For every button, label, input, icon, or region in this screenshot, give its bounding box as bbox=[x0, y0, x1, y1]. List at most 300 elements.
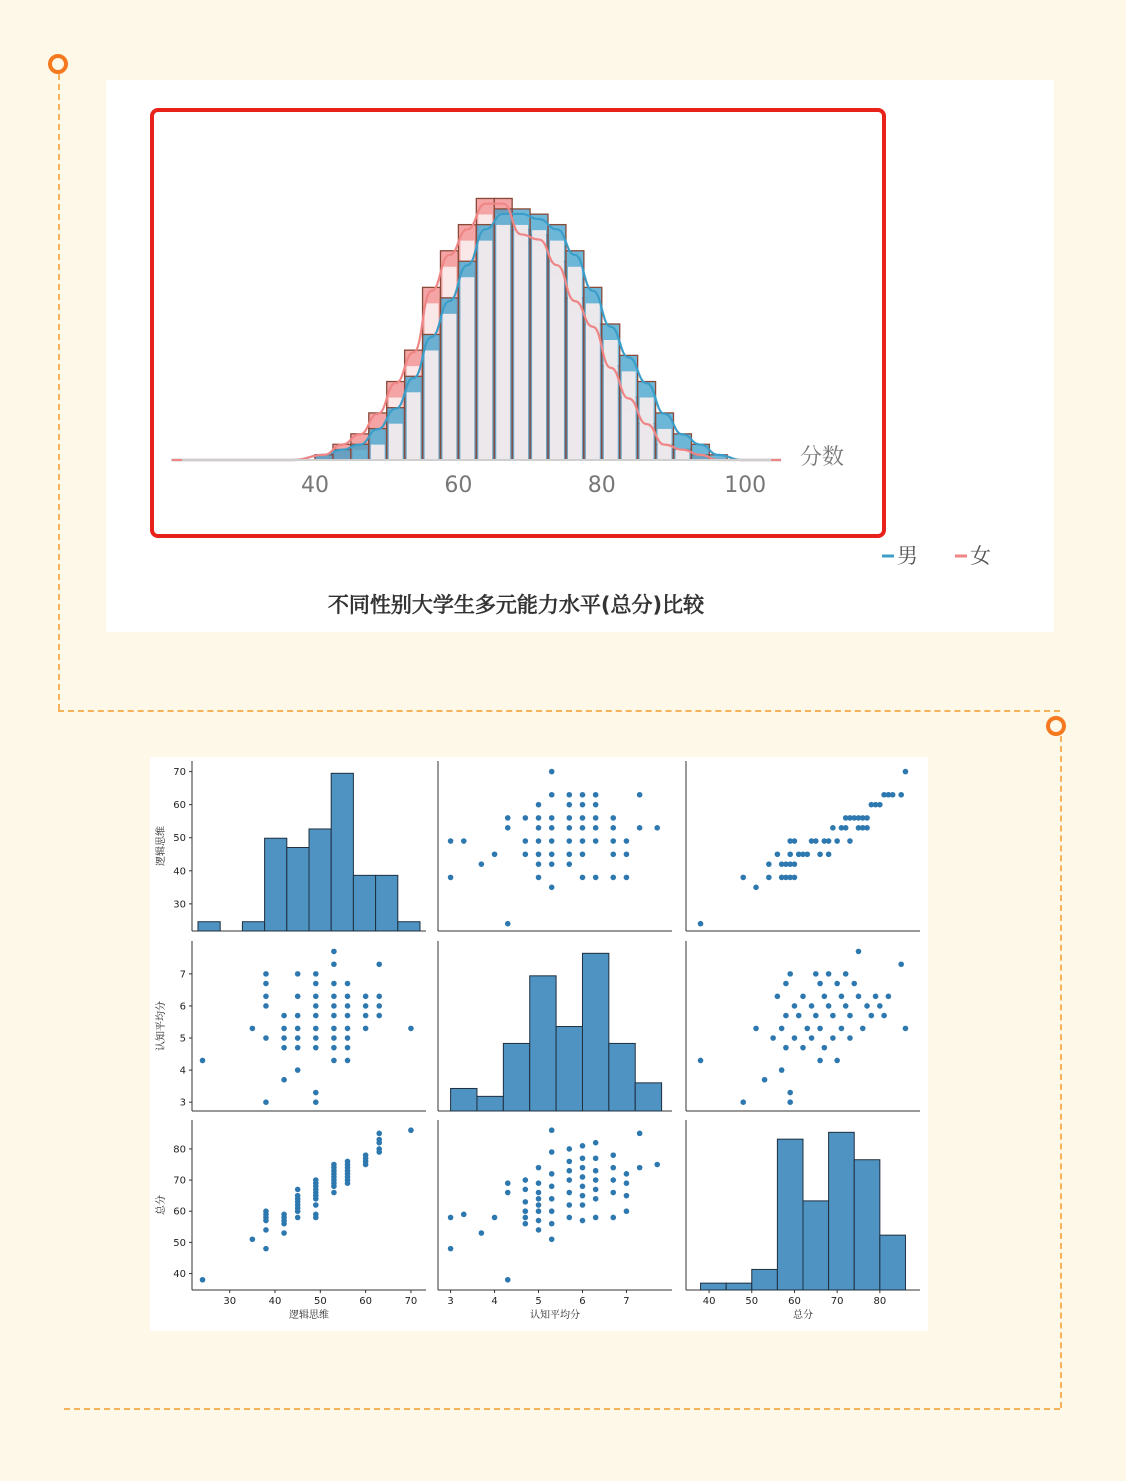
x-tick-label: 3 bbox=[447, 1296, 454, 1307]
scatter-point bbox=[770, 1035, 776, 1041]
scatter-point bbox=[363, 1003, 369, 1009]
legend-female-label: 女 bbox=[970, 544, 991, 568]
scatter-point bbox=[523, 815, 529, 821]
scatter-point bbox=[856, 994, 862, 1000]
y-tick-label: 3 bbox=[179, 1097, 186, 1109]
x-tick-label: 60 bbox=[359, 1296, 372, 1307]
scatter-point bbox=[331, 1026, 337, 1032]
scatter-point bbox=[549, 1221, 555, 1227]
scatter-point bbox=[295, 1026, 301, 1032]
scatter-point bbox=[610, 1190, 616, 1196]
scatter-point bbox=[792, 1003, 798, 1009]
scatter-point bbox=[860, 1026, 866, 1032]
scatter-point bbox=[610, 1177, 616, 1183]
panel-background bbox=[192, 941, 426, 1111]
scatter-point bbox=[505, 1180, 511, 1186]
pairplot-panel-0-0 bbox=[154, 761, 426, 931]
histogram-bar-fill-男 bbox=[478, 241, 492, 460]
x-tick-label: 80 bbox=[587, 473, 616, 498]
scatter-point bbox=[492, 1215, 498, 1221]
pairplot-hist-bar bbox=[609, 1043, 635, 1111]
scatter-point bbox=[536, 851, 542, 857]
histogram-bar-fill-男 bbox=[622, 371, 636, 460]
scatter-point bbox=[873, 994, 879, 1000]
scatter-point bbox=[624, 1171, 630, 1177]
scatter-point bbox=[593, 802, 599, 808]
scatter-point bbox=[580, 1155, 586, 1161]
scatter-point bbox=[843, 825, 849, 831]
histogram-bar-fill-男 bbox=[389, 424, 403, 460]
scatter-point bbox=[331, 961, 337, 967]
scatter-point bbox=[536, 861, 542, 867]
scatter-point bbox=[593, 825, 599, 831]
scatter-point bbox=[313, 1099, 319, 1105]
scatter-point bbox=[536, 1218, 542, 1224]
scatter-point bbox=[593, 1140, 599, 1146]
ring-marker-top bbox=[48, 54, 68, 74]
scatter-point bbox=[826, 1003, 832, 1009]
x-tick-label: 80 bbox=[873, 1296, 887, 1307]
histogram-bar-fill-男 bbox=[532, 230, 546, 460]
histogram-bar-fill-男 bbox=[371, 445, 385, 460]
x-tick-label: 60 bbox=[788, 1296, 801, 1307]
scatter-point bbox=[566, 815, 572, 821]
scatter-point bbox=[580, 1143, 586, 1149]
scatter-point bbox=[766, 861, 772, 867]
scatter-point bbox=[536, 1208, 542, 1214]
scatter-point bbox=[263, 981, 269, 987]
scatter-point bbox=[331, 1045, 337, 1051]
scatter-point bbox=[200, 1277, 206, 1283]
scatter-point bbox=[566, 1159, 572, 1165]
pairplot-hist-bar bbox=[829, 1132, 855, 1290]
scatter-point bbox=[624, 875, 630, 881]
scatter-point bbox=[593, 1215, 599, 1221]
scatter-point bbox=[523, 1187, 529, 1193]
pairplot-hist-bar bbox=[556, 1027, 582, 1111]
scatter-point bbox=[295, 1215, 301, 1221]
histogram-bar-fill-男 bbox=[604, 340, 618, 460]
scatter-point bbox=[295, 1045, 301, 1051]
scatter-point bbox=[610, 825, 616, 831]
scatter-point bbox=[822, 994, 828, 1000]
scatter-point bbox=[281, 1013, 287, 1019]
y-tick-label: 6 bbox=[179, 1001, 186, 1013]
scatter-point bbox=[834, 838, 840, 844]
scatter-point bbox=[787, 1099, 793, 1105]
pairplot-figure bbox=[150, 757, 928, 1331]
scatter-point bbox=[536, 875, 542, 881]
scatter-point bbox=[792, 1035, 798, 1041]
scatter-point bbox=[281, 1026, 287, 1032]
x-tick-labels bbox=[301, 473, 766, 498]
scatter-point bbox=[847, 1035, 853, 1041]
scatter-point bbox=[566, 1190, 572, 1196]
y-tick-label: 60 bbox=[173, 1206, 186, 1218]
y-axis-label: 认知平均分 bbox=[156, 1001, 167, 1051]
scatter-point bbox=[817, 1058, 823, 1064]
scatter-point bbox=[448, 1215, 454, 1221]
scatter-point bbox=[376, 1137, 382, 1143]
scatter-point bbox=[263, 1227, 269, 1233]
y-tick-label: 7 bbox=[179, 969, 186, 981]
pairplot-hist-bar bbox=[398, 922, 420, 931]
scatter-point bbox=[331, 1003, 337, 1009]
pairplot-hist-bar bbox=[309, 829, 331, 931]
scatter-point bbox=[479, 1230, 485, 1236]
pairplot-panel-1-1 bbox=[438, 941, 672, 1111]
scatter-point bbox=[536, 815, 542, 821]
scatter-point bbox=[593, 792, 599, 798]
scatter-point bbox=[566, 851, 572, 857]
scatter-point bbox=[753, 885, 759, 891]
scatter-point bbox=[345, 1058, 351, 1064]
scatter-point bbox=[796, 1013, 802, 1019]
x-axis-label: 分数 bbox=[800, 445, 845, 470]
scatter-point bbox=[817, 981, 823, 987]
scatter-point bbox=[580, 851, 586, 857]
scatter-point bbox=[864, 825, 870, 831]
pairplot-hist-bar bbox=[880, 1235, 906, 1290]
scatter-point bbox=[549, 1171, 555, 1177]
scatter-point bbox=[813, 971, 819, 977]
histogram-bar-fill-男 bbox=[514, 225, 528, 460]
x-tick-label: 70 bbox=[830, 1296, 844, 1307]
scatter-point bbox=[843, 971, 849, 977]
scatter-point bbox=[295, 1187, 301, 1193]
pairplot-hist-bar bbox=[777, 1139, 803, 1290]
scatter-point bbox=[313, 1013, 319, 1019]
pairplot-panel-2-2 bbox=[686, 1120, 920, 1321]
scatter-point bbox=[787, 971, 793, 977]
scatter-point bbox=[523, 851, 529, 857]
pairplot-hist-bar bbox=[287, 848, 309, 931]
scatter-point bbox=[847, 838, 853, 844]
scatter-point bbox=[295, 1193, 301, 1199]
x-tick-label: 30 bbox=[223, 1296, 237, 1307]
scatter-point bbox=[610, 1152, 616, 1158]
scatter-point bbox=[809, 1003, 815, 1009]
scatter-point bbox=[624, 838, 630, 844]
pairplot-panel-0-2 bbox=[686, 761, 920, 931]
scatter-point bbox=[792, 861, 798, 867]
scatter-point bbox=[566, 1215, 572, 1221]
scatter-point bbox=[783, 1045, 789, 1051]
scatter-point bbox=[363, 1152, 369, 1158]
pairplot-panel-0-1 bbox=[438, 761, 672, 931]
histogram-bar-fill-男 bbox=[425, 350, 439, 460]
scatter-point bbox=[783, 981, 789, 987]
scatter-point bbox=[698, 921, 704, 927]
legend-male-label: 男 bbox=[897, 544, 918, 568]
x-tick-label: 5 bbox=[535, 1296, 542, 1307]
scatter-point bbox=[313, 981, 319, 987]
y-tick-label: 70 bbox=[173, 767, 186, 779]
scatter-point bbox=[448, 1246, 454, 1252]
scatter-point bbox=[523, 1177, 529, 1183]
scatter-point bbox=[376, 994, 382, 1000]
scatter-point bbox=[549, 1149, 555, 1155]
scatter-point bbox=[281, 1077, 287, 1083]
figure-title: 不同性别大学生多元能力水平(总分)比较 bbox=[327, 593, 705, 617]
scatter-point bbox=[408, 1026, 414, 1032]
pairplot-hist-bar bbox=[803, 1201, 829, 1290]
scatter-point bbox=[830, 1013, 836, 1019]
scatter-point bbox=[654, 1162, 660, 1168]
y-tick-label: 40 bbox=[173, 1269, 186, 1281]
scatter-point bbox=[263, 994, 269, 1000]
scatter-point bbox=[263, 1003, 269, 1009]
scatter-point bbox=[549, 1208, 555, 1214]
scatter-point bbox=[536, 838, 542, 844]
x-tick-label: 40 bbox=[268, 1296, 282, 1307]
scatter-point bbox=[505, 1190, 511, 1196]
histogram-bar-fill-男 bbox=[496, 225, 510, 460]
scatter-point bbox=[549, 815, 555, 821]
scatter-point bbox=[549, 1236, 555, 1242]
x-tick-label: 6 bbox=[579, 1296, 586, 1307]
scatter-point bbox=[593, 1177, 599, 1183]
panel-background bbox=[438, 1120, 672, 1290]
scatter-point bbox=[869, 1013, 875, 1019]
x-axis-label: 总分 bbox=[793, 1310, 813, 1321]
gender-comparison-figure bbox=[106, 80, 1054, 632]
scatter-point bbox=[263, 1099, 269, 1105]
pairplot-hist-bar bbox=[635, 1083, 661, 1111]
scatter-point bbox=[200, 1058, 206, 1064]
scatter-point bbox=[566, 838, 572, 844]
scatter-point bbox=[549, 838, 555, 844]
scatter-point bbox=[313, 1177, 319, 1183]
y-tick-label: 80 bbox=[173, 1144, 186, 1156]
scatter-point bbox=[523, 1215, 529, 1221]
connector-line-middle bbox=[58, 710, 1060, 712]
scatter-point bbox=[847, 1013, 853, 1019]
pairplot-hist-bar bbox=[477, 1096, 503, 1111]
scatter-point bbox=[783, 1013, 789, 1019]
scatter-point bbox=[536, 1165, 542, 1171]
scatter-point bbox=[762, 1077, 768, 1083]
pairplot-hist-bar bbox=[353, 875, 375, 931]
scatter-point bbox=[461, 1212, 467, 1218]
scatter-point bbox=[830, 825, 836, 831]
scatter-point bbox=[886, 994, 892, 1000]
y-tick-label: 50 bbox=[173, 1237, 186, 1249]
scatter-point bbox=[787, 1090, 793, 1096]
scatter-point bbox=[345, 1003, 351, 1009]
scatter-point bbox=[536, 1227, 542, 1233]
scatter-point bbox=[593, 1155, 599, 1161]
scatter-point bbox=[817, 1026, 823, 1032]
scatter-point bbox=[313, 1035, 319, 1041]
scatter-point bbox=[898, 792, 904, 798]
scatter-point bbox=[263, 1035, 269, 1041]
scatter-point bbox=[877, 802, 883, 808]
scatter-point bbox=[580, 815, 586, 821]
scatter-point bbox=[331, 1190, 337, 1196]
scatter-point bbox=[787, 851, 793, 857]
scatter-point bbox=[313, 1003, 319, 1009]
scatter-point bbox=[779, 1067, 785, 1073]
scatter-point bbox=[566, 1177, 572, 1183]
scatter-point bbox=[813, 1013, 819, 1019]
scatter-point bbox=[295, 1067, 301, 1073]
histogram-bar-fill-男 bbox=[442, 314, 456, 460]
scatter-point bbox=[580, 792, 586, 798]
pairplot-hist-bar bbox=[582, 953, 608, 1111]
scatter-point bbox=[654, 825, 660, 831]
scatter-point bbox=[549, 1184, 555, 1190]
scatter-point bbox=[331, 1035, 337, 1041]
scatter-point bbox=[505, 825, 511, 831]
scatter-point bbox=[376, 1131, 382, 1137]
scatter-point bbox=[331, 1058, 337, 1064]
scatter-point bbox=[313, 971, 319, 977]
pairplot-hist-bar bbox=[752, 1269, 778, 1290]
scatter-point bbox=[775, 851, 781, 857]
scatter-point bbox=[593, 815, 599, 821]
pairplot-hist-bar bbox=[726, 1283, 752, 1290]
scatter-point bbox=[331, 1013, 337, 1019]
scatter-point bbox=[580, 1165, 586, 1171]
x-tick-label: 4 bbox=[491, 1296, 498, 1307]
scatter-point bbox=[492, 851, 498, 857]
scatter-point bbox=[580, 1193, 586, 1199]
scatter-point bbox=[345, 1026, 351, 1032]
scatter-point bbox=[877, 1003, 883, 1009]
x-tick-label: 40 bbox=[702, 1296, 716, 1307]
scatter-point bbox=[345, 1045, 351, 1051]
pairplot-hist-bar bbox=[198, 922, 220, 931]
y-axis-label: 逻辑思维 bbox=[156, 826, 167, 866]
scatter-point bbox=[800, 994, 806, 1000]
scatter-point bbox=[610, 1215, 616, 1221]
scatter-point bbox=[295, 1035, 301, 1041]
scatter-point bbox=[898, 961, 904, 967]
scatter-point bbox=[313, 1026, 319, 1032]
scatter-point bbox=[549, 825, 555, 831]
pairplot-chart bbox=[150, 757, 928, 1331]
scatter-point bbox=[740, 1099, 746, 1105]
scatter-point bbox=[536, 825, 542, 831]
histogram-bar-fill-男 bbox=[460, 277, 474, 460]
pairplot-hist-bar bbox=[265, 838, 287, 931]
scatter-point bbox=[505, 815, 511, 821]
scatter-point bbox=[580, 838, 586, 844]
y-axis-label: 总分 bbox=[156, 1195, 167, 1215]
y-tick-label: 4 bbox=[179, 1065, 186, 1077]
scatter-point bbox=[593, 838, 599, 844]
scatter-point bbox=[593, 1196, 599, 1202]
scatter-point bbox=[313, 1212, 319, 1218]
scatter-point bbox=[448, 875, 454, 881]
scatter-point bbox=[830, 1035, 836, 1041]
scatter-point bbox=[281, 1212, 287, 1218]
scatter-point bbox=[536, 1180, 542, 1186]
pairplot-panel-1-0 bbox=[154, 941, 426, 1111]
scatter-point bbox=[263, 971, 269, 977]
scatter-point bbox=[822, 1045, 828, 1051]
scatter-point bbox=[566, 1168, 572, 1174]
scatter-point bbox=[834, 1058, 840, 1064]
scatter-point bbox=[376, 1146, 382, 1152]
scatter-point bbox=[580, 1202, 586, 1208]
scatter-point bbox=[637, 1165, 643, 1171]
connector-line-left bbox=[58, 74, 60, 710]
scatter-point bbox=[549, 1127, 555, 1133]
panel-background bbox=[686, 941, 920, 1111]
scatter-point bbox=[295, 1013, 301, 1019]
scatter-point bbox=[376, 961, 382, 967]
scatter-point bbox=[624, 1193, 630, 1199]
scatter-point bbox=[549, 792, 555, 798]
scatter-point bbox=[281, 1045, 287, 1051]
scatter-point bbox=[580, 825, 586, 831]
pairplot-hist-bar bbox=[451, 1088, 477, 1111]
scatter-point bbox=[505, 1277, 511, 1283]
scatter-point bbox=[331, 994, 337, 1000]
scatter-point bbox=[523, 1221, 529, 1227]
scatter-point bbox=[740, 875, 746, 881]
panel-background bbox=[438, 761, 672, 931]
scatter-point bbox=[890, 792, 896, 798]
scatter-point bbox=[313, 1202, 319, 1208]
scatter-point bbox=[753, 1026, 759, 1032]
scatter-point bbox=[363, 994, 369, 1000]
scatter-point bbox=[566, 792, 572, 798]
scatter-point bbox=[779, 1026, 785, 1032]
scatter-point bbox=[549, 851, 555, 857]
scatter-point bbox=[448, 838, 454, 844]
panel-background bbox=[192, 1120, 426, 1290]
histogram-bar-fill-男 bbox=[407, 392, 421, 460]
ring-marker-right bbox=[1046, 716, 1066, 736]
scatter-point bbox=[580, 1218, 586, 1224]
scatter-point bbox=[856, 949, 862, 955]
scatter-point bbox=[250, 1236, 256, 1242]
scatter-point bbox=[593, 875, 599, 881]
pairplot-panel-2-1 bbox=[438, 1120, 672, 1321]
scatter-point bbox=[505, 921, 511, 927]
scatter-point bbox=[580, 1184, 586, 1190]
scatter-point bbox=[637, 1131, 643, 1137]
scatter-point bbox=[536, 802, 542, 808]
scatter-point bbox=[263, 1246, 269, 1252]
scatter-point bbox=[792, 875, 798, 881]
scatter-point bbox=[345, 981, 351, 987]
pairplot-panel-1-2 bbox=[686, 941, 920, 1111]
scatter-point bbox=[313, 1090, 319, 1096]
scatter-point bbox=[851, 981, 857, 987]
scatter-point bbox=[826, 838, 832, 844]
y-tick-label: 30 bbox=[173, 899, 186, 911]
scatter-point bbox=[624, 851, 630, 857]
pairplot-hist-bar bbox=[242, 922, 264, 931]
scatter-point bbox=[566, 802, 572, 808]
scatter-point bbox=[536, 1190, 542, 1196]
scatter-point bbox=[624, 1208, 630, 1214]
scatter-point bbox=[281, 1230, 287, 1236]
scatter-point bbox=[566, 1202, 572, 1208]
scatter-point bbox=[881, 1013, 887, 1019]
scatter-point bbox=[566, 825, 572, 831]
scatter-point bbox=[313, 994, 319, 1000]
scatter-point bbox=[610, 1165, 616, 1171]
scatter-point bbox=[610, 838, 616, 844]
scatter-point bbox=[775, 994, 781, 1000]
scatter-point bbox=[903, 1026, 909, 1032]
scatter-point bbox=[864, 1003, 870, 1009]
